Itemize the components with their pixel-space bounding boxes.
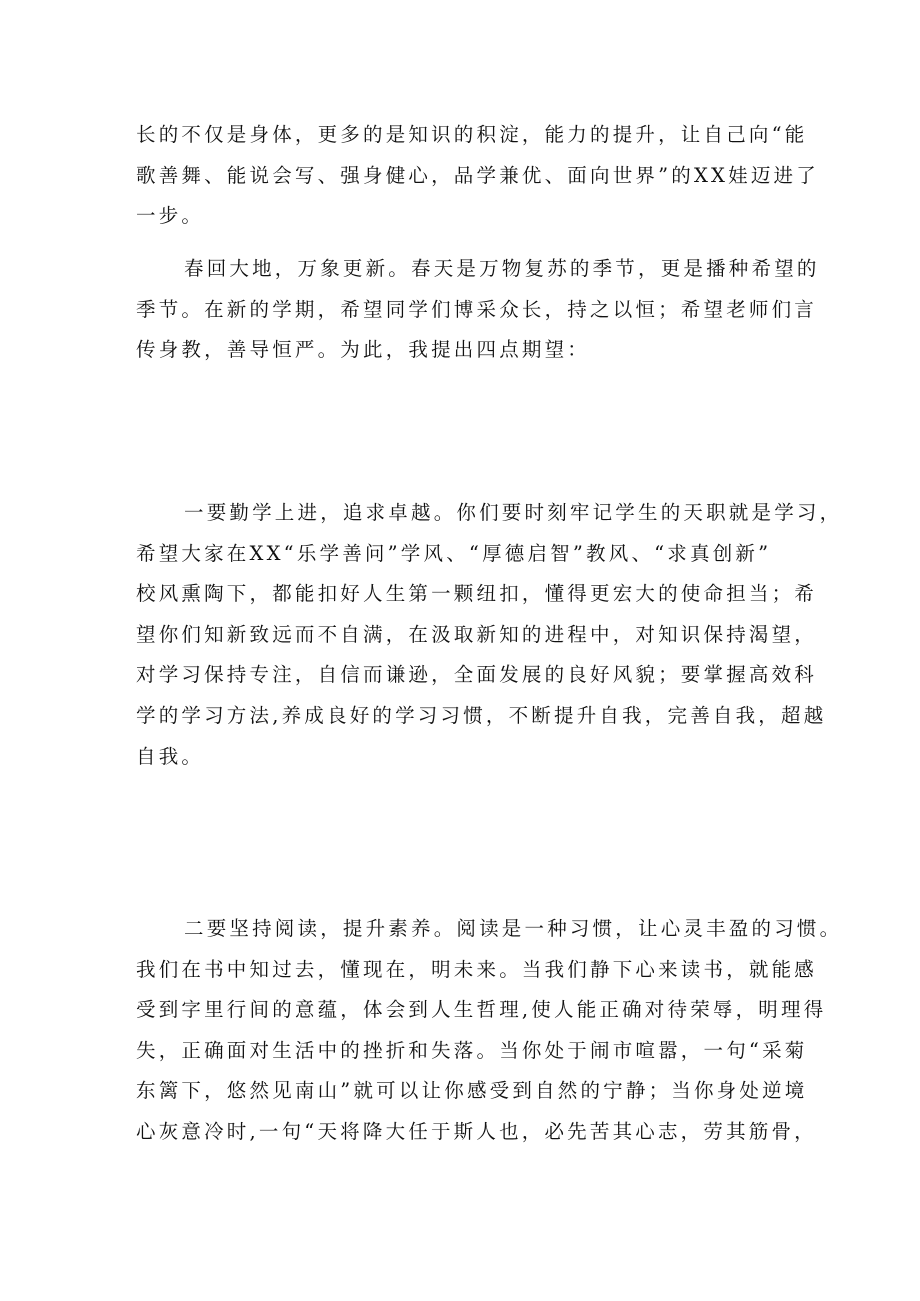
paragraph-line: 自我。 [136,744,205,768]
paragraph-line: 心灰意冷时,一句“天将降大任于斯人也，必先苦其心志，劳其筋骨， [136,1120,817,1143]
paragraph-line: 长的不仅是身体，更多的是知识的积淀，能力的提升，让自己向“能 [136,123,808,146]
paragraph-line: 歌善舞、能说会写、强身健心，品学兼优、面向世界”的XX娃迈进了 [136,163,819,187]
paragraph-line: 望你们知新致远而不自满，在汲取新知的进程中，对知识保持渴望， [136,622,818,646]
paragraph-line: 季节。在新的学期，希望同学们博采众长，持之以恒；希望老师们言 [136,297,818,321]
paragraph-line: 一步。 [136,204,205,228]
paragraph-line: 受到字里行间的意蕴，体会到人生哲理,使人能正确对待荣辱，明理得 [136,998,827,1022]
paragraph-line: 一要勤学上进，追求卓越。你们要时刻牢记学生的天职就是学习， [184,501,843,524]
paragraph-line: 我们在书中知过去，懂现在，明未来。当我们静下心来读书，就能感 [136,957,818,981]
paragraph-line: 二要坚持阅读，提升素养。阅读是一种习惯，让心灵丰盈的习惯。 [184,917,843,940]
paragraph-line: 校风熏陶下，都能扣好人生第一颗纽扣，懂得更宏大的使命担当；希 [136,582,818,606]
paragraph-line: 失，正确面对生活中的挫折和失落。当你处于闹市喧嚣，一句“采菊 [136,1038,808,1062]
paragraph-line: 传身教，善导恒严。为此，我提出四点期望： [136,338,591,362]
paragraph-line: 希望大家在XX“乐学善问”学风、“厚德启智”教风、“求真创新” [136,541,772,565]
paragraph-line: 东篱下，悠然见南山”就可以让你感受到自然的宁静；当你身处逆境 [136,1079,808,1103]
paragraph-line: 对学习保持专注，自信而谦逊，全面发展的良好风貌；要掌握高效科 [136,663,818,687]
paragraph-line: 春回大地，万象更新。春天是万物复苏的季节，更是播种希望的 [184,257,820,280]
paragraph-line: 学的学习方法,养成良好的学习习惯，不断提升自我，完善自我，超越 [136,704,827,727]
